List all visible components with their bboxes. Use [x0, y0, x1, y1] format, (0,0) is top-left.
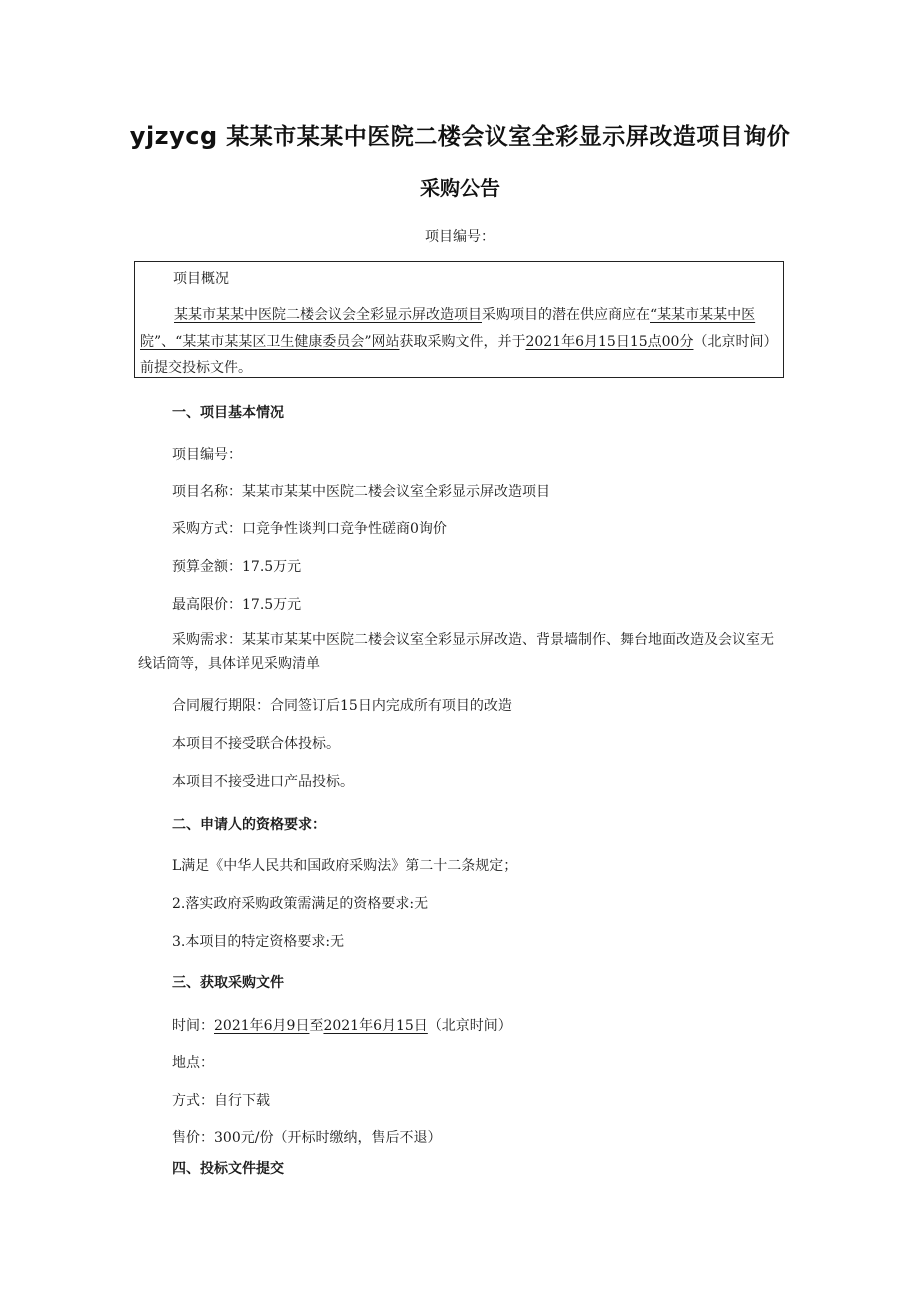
s1-project-name: 项目名称：某某市某某中医院二楼会议室全彩显示屏改造项目 — [172, 484, 550, 500]
s1-budget: 预算金额：17.5万元 — [172, 559, 302, 575]
overview-text-3: （北京时间）前提交投标文件。 — [140, 333, 778, 376]
document-title-line1 — [0, 118, 920, 151]
s1-no-consortium: 本项目不接受联合体投标。 — [172, 736, 340, 752]
overview-box — [134, 261, 784, 378]
title-prefix: yjzycg — [129, 122, 218, 150]
s3-time-label: 时间： — [172, 1018, 214, 1034]
s3-time-end: 2021年6月15日 — [323, 1018, 428, 1034]
s1-method: 采购方式：口竞争性谈判口竞争性磋商0询价 — [172, 521, 447, 537]
overview-text-1: 采购项目的潜在供应商应在 — [482, 307, 650, 323]
overview-paragraph — [140, 302, 782, 382]
overview-deadline: 2021年6月15日15点00分 — [525, 333, 694, 350]
s2-item2: 2.落实政府采购政策需满足的资格要求:无 — [172, 896, 429, 912]
overview-project-name: 某某市某某中医院二楼会议会全彩显示屏改造项目 — [174, 307, 482, 323]
s3-place: 地点： — [172, 1055, 214, 1071]
section2-heading: 二、申请人的资格要求： — [172, 817, 326, 833]
overview-heading: 项目概况 — [173, 271, 229, 287]
section3-heading: 三、获取采购文件 — [172, 975, 284, 991]
s3-price: 售价：300元/份（开标时缴纳，售后不退） — [172, 1130, 442, 1146]
s1-period: 合同履行期限：合同签订后15日内完成所有项目的改造 — [172, 698, 512, 714]
s2-item1: L满足《中华人民共和国政府采购法》第二十二条规定； — [172, 858, 518, 874]
s1-no-import: 本项目不接受进口产品投标。 — [172, 774, 354, 790]
document-title-line2: 采购公告 — [420, 176, 500, 200]
overview-text-2: 获取采购文件，并于 — [399, 333, 526, 350]
project-number-label: 项目编号： — [425, 229, 495, 245]
s1-project-no: 项目编号： — [172, 447, 242, 463]
section1-heading: 一、项目基本情况 — [172, 405, 284, 421]
s2-item3: 3.本项目的特定资格要求:无 — [172, 934, 345, 950]
title-main: 某某市某某中医院二楼会议室全彩显示屏改造项目询价 — [226, 124, 791, 150]
overview-websites: “某某市某某中医院”、“某某市某某区卫生健康委员会”网站 — [140, 307, 756, 350]
s3-method: 方式：自行下载 — [172, 1093, 270, 1109]
s1-max-price: 最高限价：17.5万元 — [172, 597, 302, 613]
s3-time-start: 2021年6月9日 — [214, 1018, 310, 1034]
s1-requirement: 采购需求：某某市某某中医院二楼会议室全彩显示屏改造、背景墙制作、舞台地面改造及会议室无线话筒等，具体详见采购清单 — [138, 632, 774, 672]
s3-time-tz: （北京时间） — [427, 1018, 512, 1034]
s3-time — [172, 1015, 512, 1035]
s3-time-to: 至 — [309, 1018, 324, 1034]
section4-heading: 四、投标文件提交 — [172, 1161, 284, 1177]
